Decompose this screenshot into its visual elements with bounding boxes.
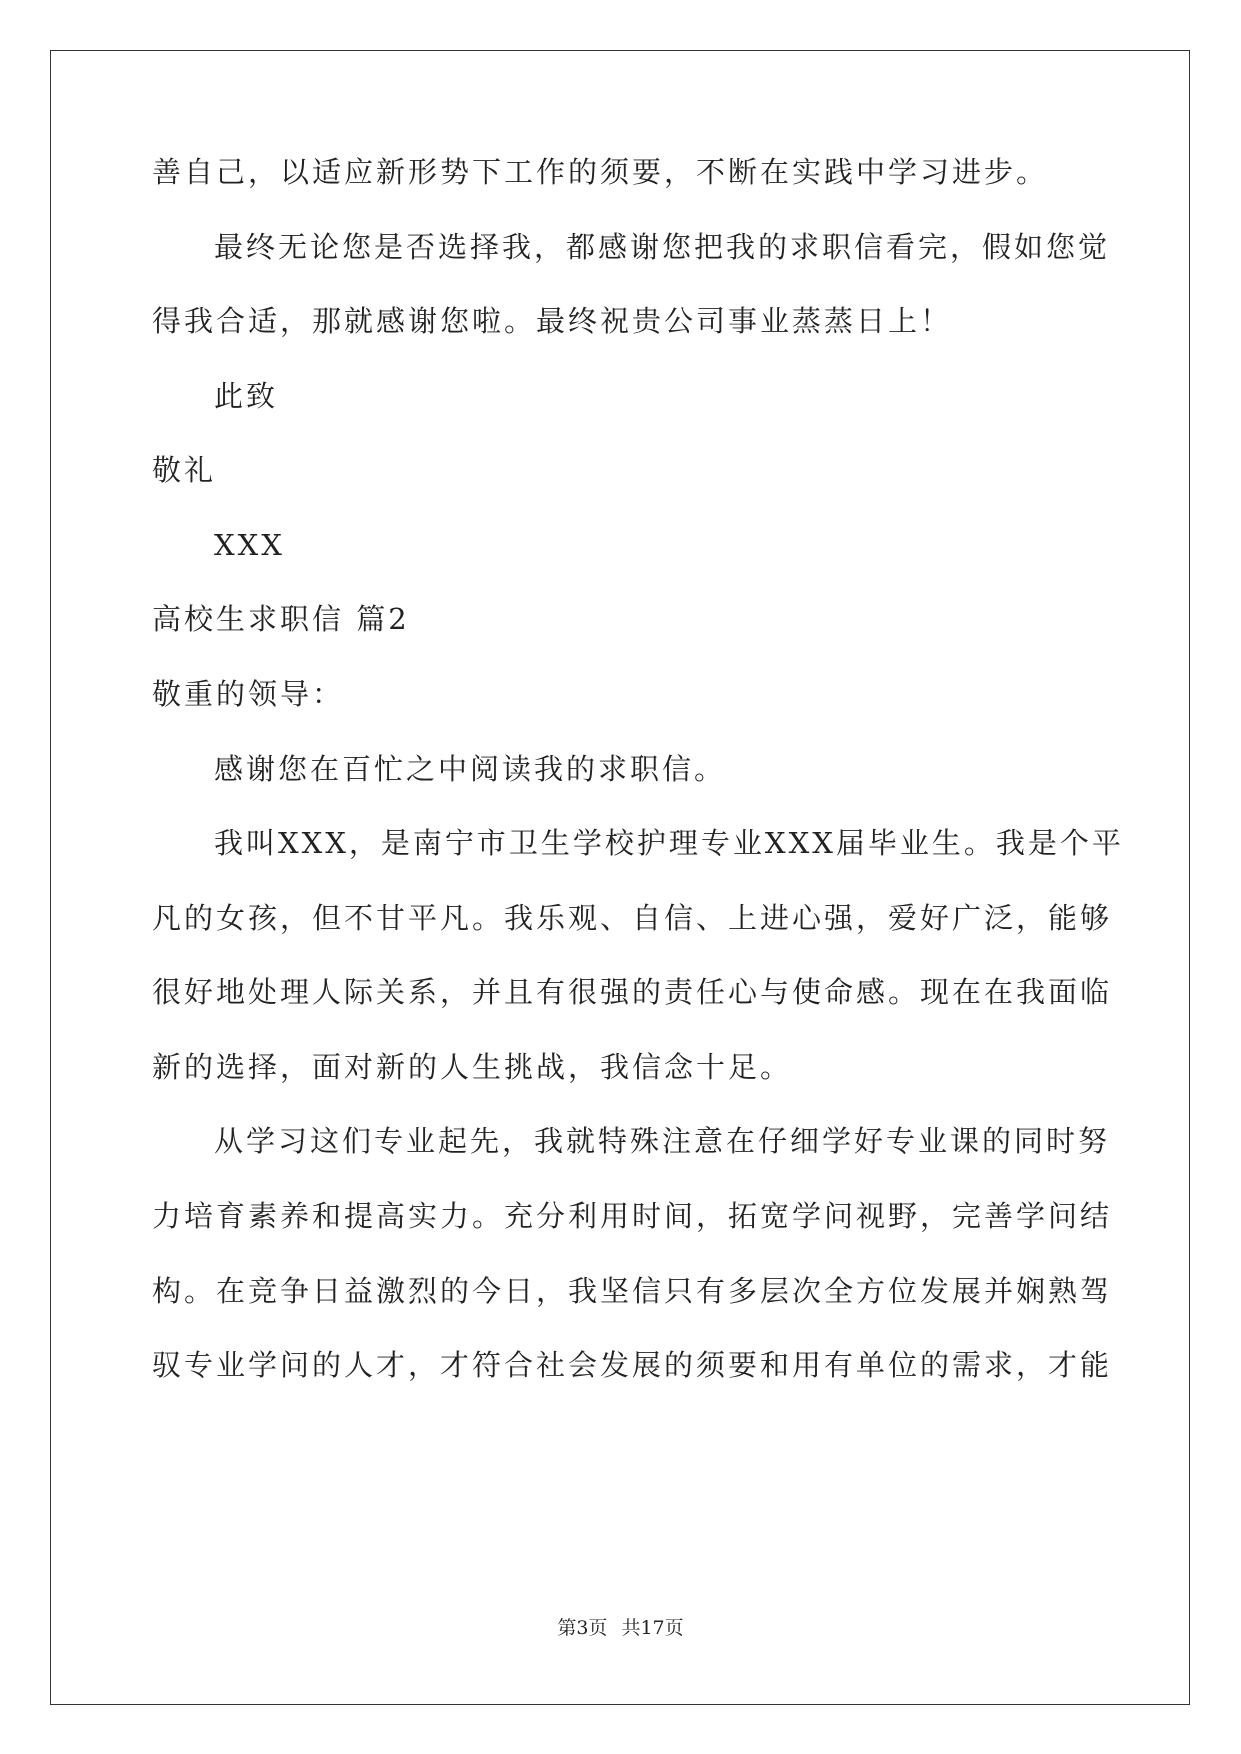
page-footer: [0, 1616, 1241, 1640]
text-line: 得我合适，那就感谢您啦。最终祝贵公司事业蒸蒸日上！: [152, 304, 953, 338]
text-line: 我叫XXX，是南宁市卫生学校护理专业XXX届毕业生。我是个平: [214, 826, 1124, 860]
page-number: 第3页: [557, 1617, 608, 1639]
page-total: 共17页: [621, 1617, 684, 1639]
text-line: 凡的女孩，但不甘平凡。我乐观、自信、上进心强，爱好广泛，能够: [152, 901, 1113, 935]
text-line: 最终无论您是否选择我，都感谢您把我的求职信看完，假如您觉: [214, 230, 1111, 264]
section-title: 高校生求职信 篇2: [152, 602, 410, 636]
text-line: 驭专业学问的人才，才符合社会发展的须要和用有单位的需求，才能: [152, 1348, 1113, 1382]
page-border: [50, 50, 1190, 1705]
greeting: 敬重的领导：: [152, 677, 345, 711]
text-line: 构。在竞争日益激烈的今日，我坚信只有多层次全方位发展并娴熟驾: [152, 1274, 1113, 1308]
text-line: 很好地处理人际关系，并且有很强的责任心与使命感。现在在我面临: [152, 975, 1113, 1009]
text-line: 感谢您在百忙之中阅读我的求职信。: [214, 752, 727, 786]
signature-name: XXX: [214, 528, 285, 562]
text-line: 力培育素养和提高实力。充分利用时间，拓宽学问视野，完善学问结: [152, 1199, 1113, 1233]
text-line: 善自己，以适应新形势下工作的须要，不断在实践中学习进步。: [152, 155, 1049, 189]
closing-salutation: 此致: [214, 379, 279, 413]
closing-regards: 敬礼: [152, 453, 217, 487]
text-line: 从学习这们专业起先，我就特殊注意在仔细学好专业课的同时努: [214, 1124, 1111, 1158]
text-line: 新的选择，面对新的人生挑战，我信念十足。: [152, 1050, 793, 1084]
